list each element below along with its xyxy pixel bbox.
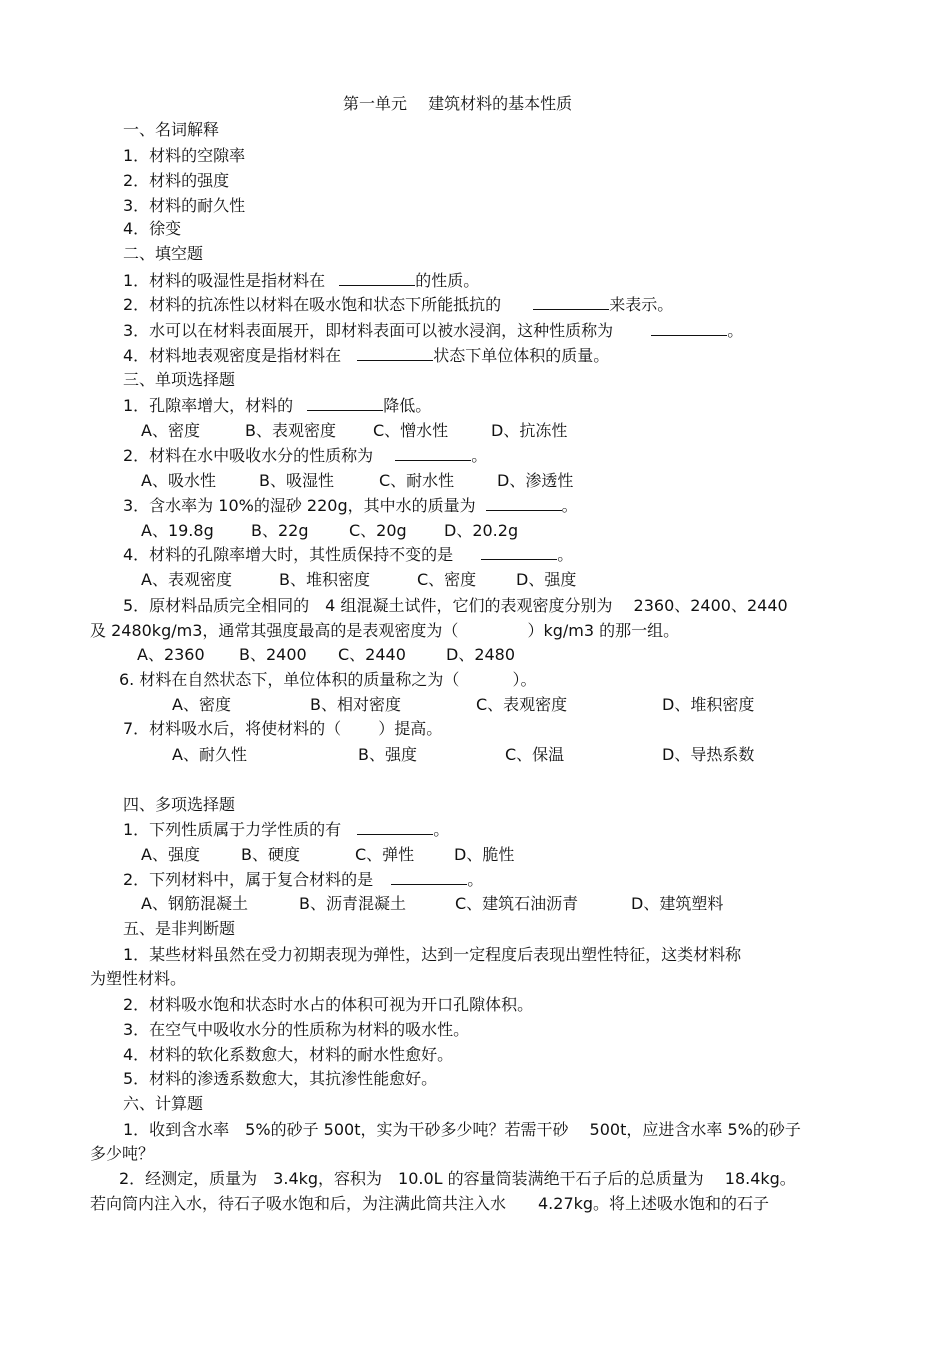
answer-blank: [357, 820, 433, 835]
term-item: 4．徐变: [123, 219, 182, 238]
option-row: [0, 521, 950, 543]
tf-question: 3．在空气中吸收水分的性质称为材料的吸水性。: [123, 1020, 470, 1039]
option: C、2440: [338, 645, 406, 664]
option: A、2360: [137, 645, 205, 664]
option: A、耐久性: [172, 745, 247, 764]
question-text: 2．材料的抗冻性以材料在吸水饱和状态下所能抵抗的: [123, 295, 502, 314]
term-item: 3．材料的耐久性: [123, 196, 246, 215]
option-row: [0, 645, 950, 667]
option: B、22g: [251, 521, 309, 540]
option: A、密度: [141, 421, 200, 440]
choice-question: 7．材料吸水后，将使材料的（ ）提高。: [123, 719, 443, 738]
option: C、憎水性: [373, 421, 449, 440]
fill-question: [123, 271, 479, 293]
option: A、吸水性: [141, 471, 216, 490]
option: A、密度: [172, 695, 231, 714]
option: C、密度: [417, 570, 477, 589]
answer-blank: [533, 295, 609, 310]
question-text: 。: [727, 321, 744, 340]
option-row: [0, 695, 950, 717]
option: D、抗冻性: [491, 421, 568, 440]
option: B、硬度: [241, 845, 300, 864]
question-text: 1．下列性质属于力学性质的有: [123, 820, 342, 839]
question-text: 3．水可以在材料表面展开，即材料表面可以被水浸润，这种性质称为: [123, 321, 614, 340]
option: D、2480: [446, 645, 516, 664]
option: D、20.2g: [444, 521, 519, 540]
answer-blank: [357, 346, 433, 361]
tf-question-continued: 为塑性材料。: [90, 969, 187, 988]
choice-question: 6. 材料在自然状态下，单位体积的质量称之为（ ）。: [119, 670, 537, 689]
option-row: [0, 421, 950, 443]
tf-question: 5．材料的渗透系数愈大，其抗渗性能愈好。: [123, 1069, 438, 1088]
tf-question: 2．材料吸水饱和状态时水占的体积可视为开口孔隙体积。: [123, 995, 534, 1014]
choice-question: 5．原材料品质完全相同的 4 组混凝土试件，它们的表观密度分别为 2360、2400、2440: [123, 596, 788, 615]
option: B、强度: [358, 745, 417, 764]
question-text: 2．下列材料中，属于复合材料的是: [123, 870, 374, 889]
question-text: 来表示。: [609, 295, 674, 314]
answer-blank: [395, 446, 471, 461]
fill-question: [123, 295, 673, 317]
option: C、弹性: [355, 845, 415, 864]
option-row: [0, 570, 950, 592]
option: C、表观密度: [476, 695, 568, 714]
section-heading-fill: 二、填空题: [123, 244, 204, 263]
option: D、脆性: [454, 845, 515, 864]
option: D、建筑塑料: [631, 894, 724, 913]
question-text: 1．材料的吸湿性是指材料在: [123, 271, 326, 290]
option: B、吸湿性: [259, 471, 334, 490]
option: C、保温: [505, 745, 565, 764]
option: B、表观密度: [245, 421, 336, 440]
choice-question: [123, 446, 487, 468]
choice-question: [123, 396, 431, 418]
answer-blank: [486, 496, 562, 511]
question-text: 3．含水率为 10%的湿砂 220g，其中水的质量为: [123, 496, 476, 515]
section-heading-terms: 一、名词解释: [123, 120, 220, 139]
calc-question-continued: 多少吨？: [90, 1144, 155, 1163]
calc-question: 1．收到含水率 5%的砂子 500t，实为干砂多少吨？若需干砂 500t，应进含水率 5%的砂子: [123, 1120, 801, 1139]
option: D、渗透性: [497, 471, 574, 490]
question-text: 的性质。: [415, 271, 480, 290]
question-text: 。: [471, 446, 488, 465]
fill-question: [123, 321, 743, 343]
section-heading-single-choice: 三、单项选择题: [123, 370, 236, 389]
option: D、导热系数: [662, 745, 755, 764]
answer-blank: [339, 271, 415, 286]
section-heading-true-false: 五、是非判断题: [123, 919, 236, 938]
section-heading-multi-choice: 四、多项选择题: [123, 795, 236, 814]
question-text: 状态下单位体积的质量。: [433, 346, 610, 365]
option: B、堆积密度: [279, 570, 370, 589]
choice-question: [123, 870, 483, 892]
option: A、钢筋混凝土: [141, 894, 248, 913]
question-text: 。: [561, 496, 578, 515]
answer-blank: [651, 321, 727, 336]
fill-question: [123, 346, 609, 368]
option: D、堆积密度: [662, 695, 755, 714]
tf-question: 4．材料的软化系数愈大，材料的耐水性愈好。: [123, 1045, 454, 1064]
question-text: 。: [433, 820, 450, 839]
option-row: [0, 471, 950, 493]
option-row: [0, 894, 950, 916]
question-text: 降低。: [383, 396, 432, 415]
tf-question: 1．某些材料虽然在受力初期表现为弹性，达到一定程度后表现出塑性特征，这类材料称: [123, 945, 742, 964]
choice-question: [123, 820, 449, 842]
option: C、耐水性: [379, 471, 455, 490]
question-text: 4．材料的孔隙率增大时，其性质保持不变的是: [123, 545, 454, 564]
calc-question-continued: 若向筒内注入水，待石子吸水饱和后，为注满此筒共注入水 4.27kg。将上述吸水饱和的石子: [90, 1194, 770, 1213]
option-row: [0, 845, 950, 867]
option-row: [0, 745, 950, 767]
term-item: 1．材料的空隙率: [123, 146, 246, 165]
question-text: 。: [467, 870, 484, 889]
option: C、建筑石油沥青: [455, 894, 579, 913]
question-text: 。: [557, 545, 574, 564]
question-text: 1．孔隙率增大，材料的: [123, 396, 294, 415]
option: A、表观密度: [141, 570, 232, 589]
page-title: 第一单元 建筑材料的基本性质: [343, 94, 573, 113]
answer-blank: [481, 545, 557, 560]
answer-blank: [307, 396, 383, 411]
option: A、强度: [141, 845, 200, 864]
option: A、19.8g: [141, 521, 214, 540]
answer-blank: [391, 870, 467, 885]
section-heading-calculation: 六、计算题: [123, 1094, 204, 1113]
option: B、2400: [239, 645, 307, 664]
term-item: 2．材料的强度: [123, 171, 230, 190]
option: B、沥青混凝土: [299, 894, 406, 913]
question-text: 4．材料地表观密度是指材料在: [123, 346, 342, 365]
choice-question: [123, 545, 573, 567]
choice-question: [123, 496, 578, 518]
question-text: 2．材料在水中吸收水分的性质称为: [123, 446, 374, 465]
option: B、相对密度: [310, 695, 401, 714]
option: C、20g: [349, 521, 407, 540]
calc-question: 2．经测定，质量为 3.4kg，容积为 10.0L 的容量筒装满绝干石子后的总质量为 18.4kg。: [119, 1169, 796, 1188]
choice-question-continued: 及 2480kg/m3，通常其强度最高的是表观密度为（ ）kg/m3 的那一组。: [90, 621, 680, 640]
option: D、强度: [516, 570, 577, 589]
